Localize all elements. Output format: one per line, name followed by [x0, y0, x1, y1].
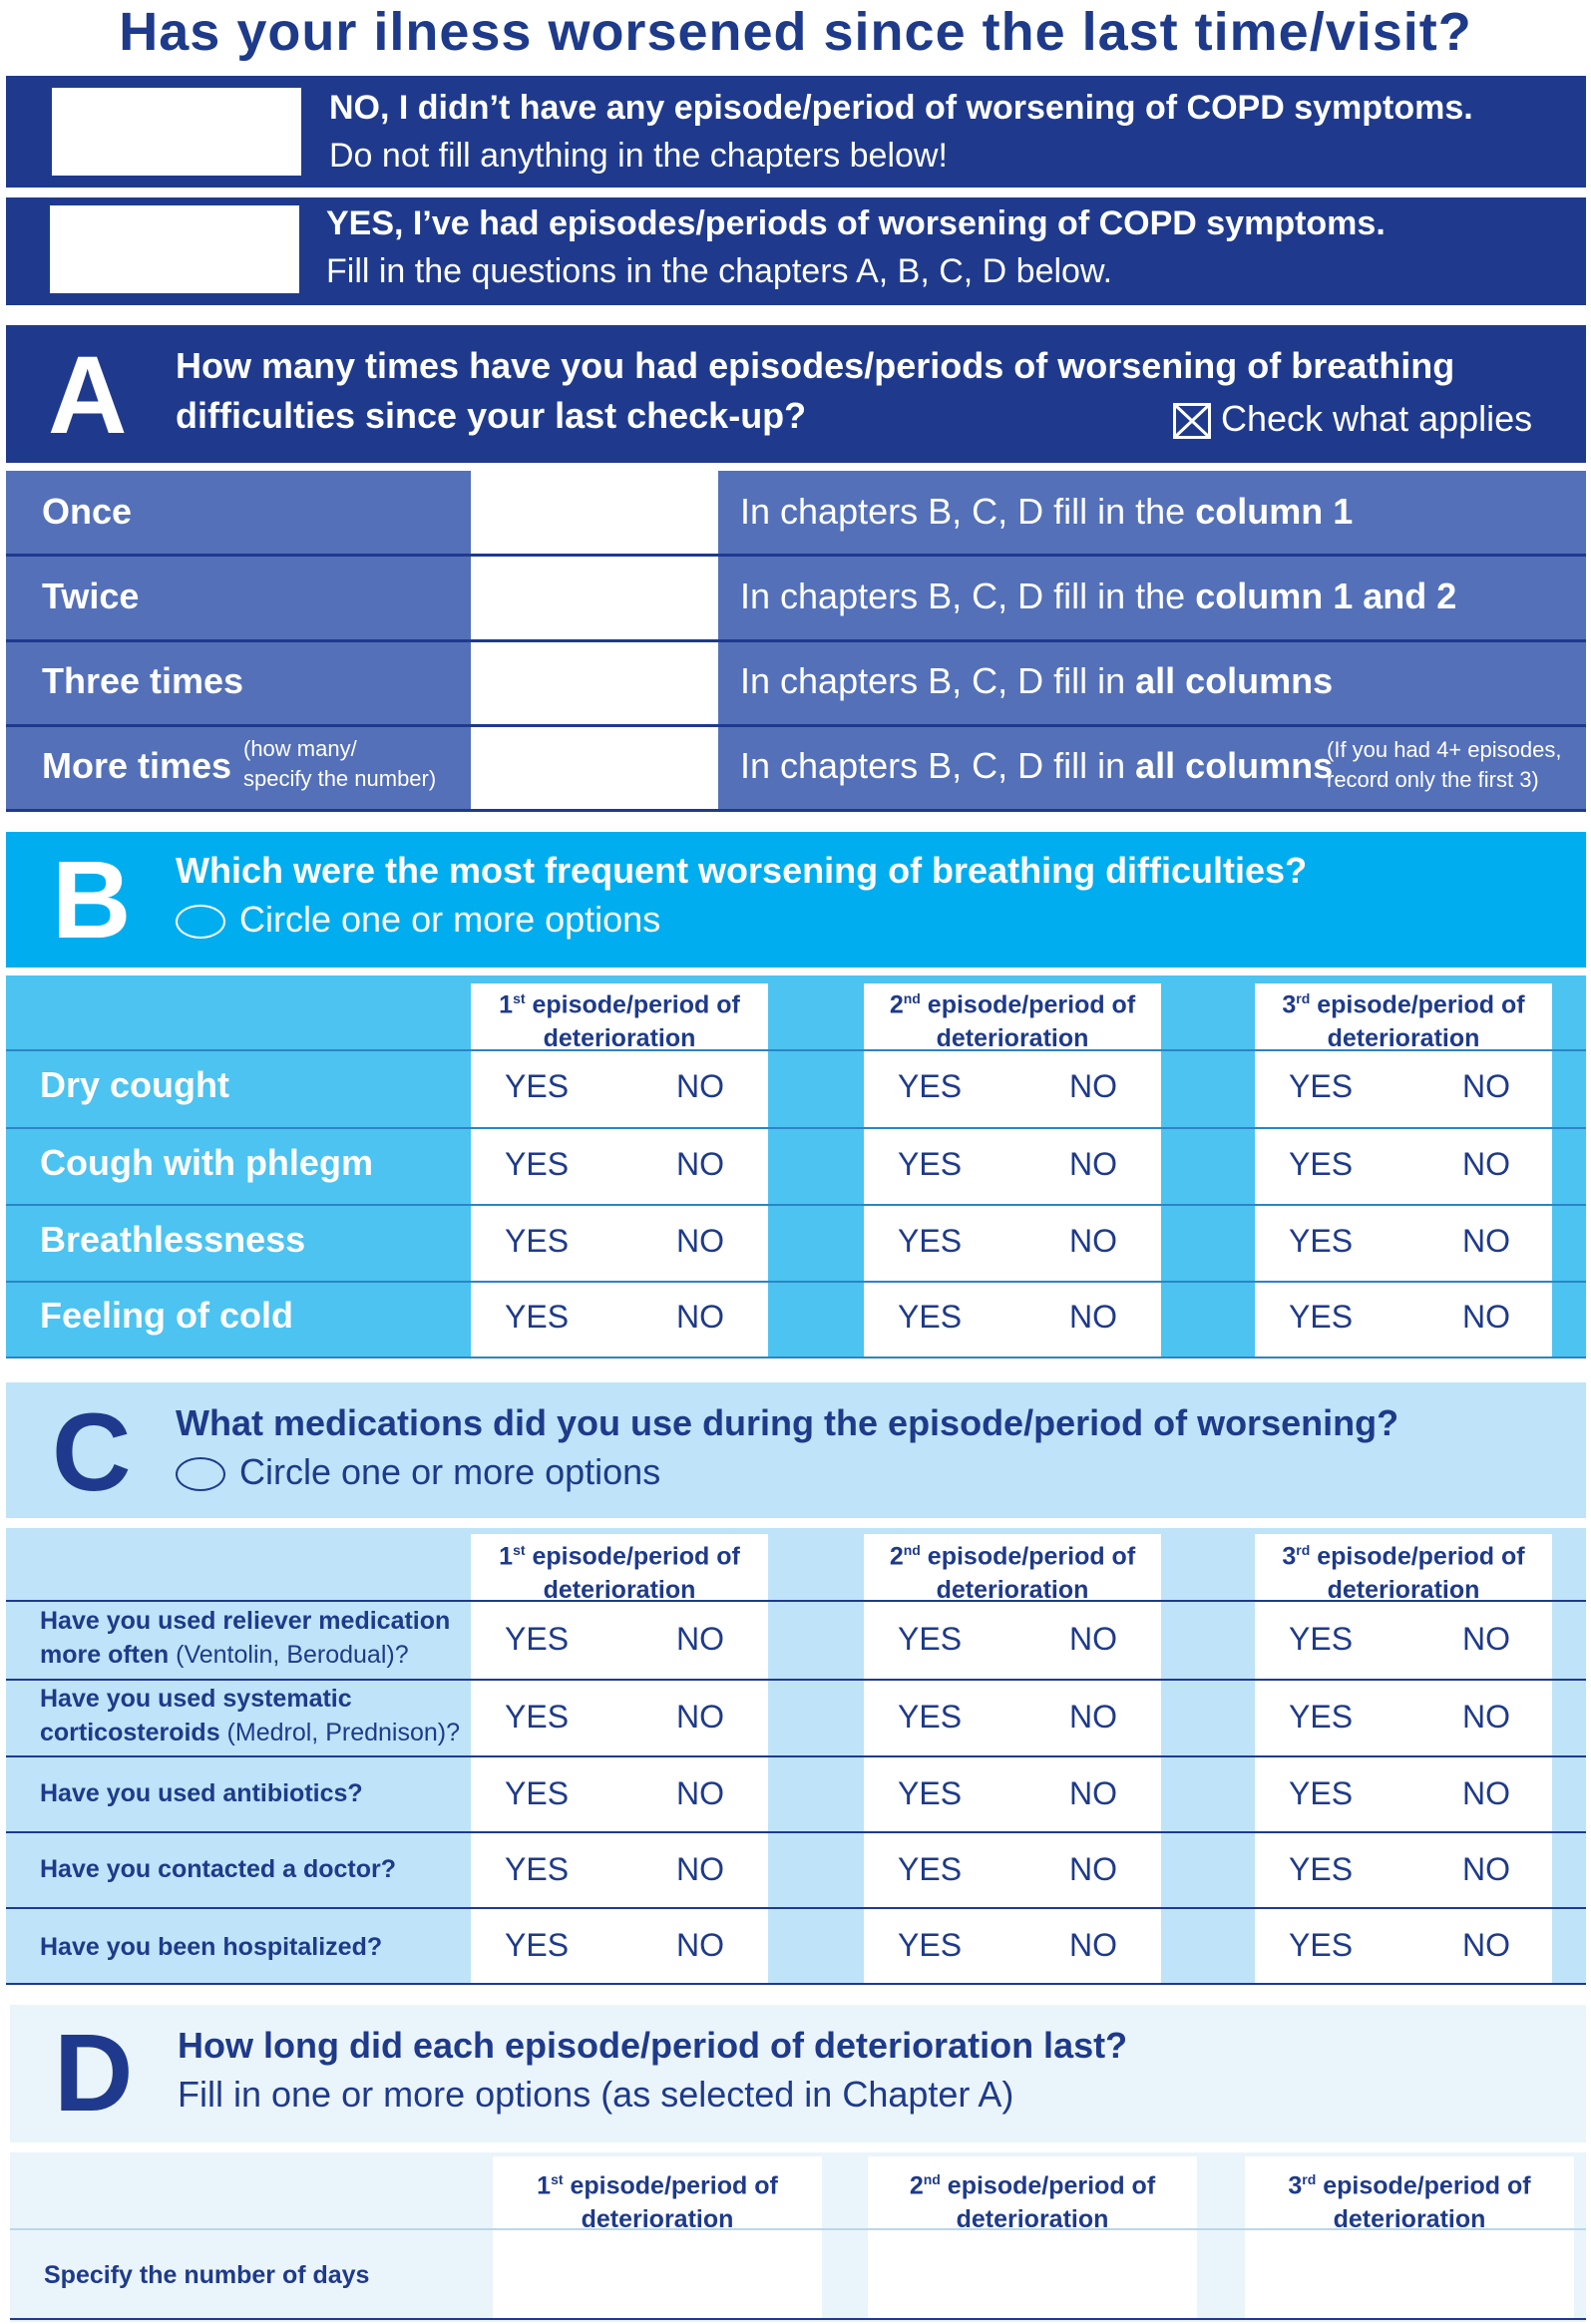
- episode-sup: rd: [1296, 990, 1311, 1006]
- section-a-question-1: How many times have you had episodes/periods of worsening of breathing: [176, 345, 1455, 386]
- medication-no-option[interactable]: NO: [1462, 1621, 1510, 1657]
- section-d-question: How long did each episode/period of deterioration last?: [178, 2025, 1128, 2066]
- episode-sup: rd: [1296, 1542, 1311, 1558]
- episode-line1: episode/period of: [927, 990, 1136, 1019]
- instruction-emphasis: column 1 and 2: [1195, 576, 1457, 616]
- medication-label-bold: corticosteroids: [40, 1719, 220, 1746]
- symptom-yes-option[interactable]: YES: [898, 1223, 963, 1259]
- section-b-col-head-2: [864, 981, 1161, 1055]
- medication-no-option[interactable]: NO: [676, 1775, 724, 1811]
- row-divider: [6, 724, 1586, 727]
- episode-num: 2: [889, 1542, 904, 1571]
- symptom-no-option[interactable]: NO: [1069, 1223, 1117, 1259]
- episode-sup: nd: [923, 2171, 941, 2187]
- symptom-yes-option[interactable]: YES: [1289, 1146, 1354, 1182]
- days-input-episode-2[interactable]: [868, 2234, 1197, 2316]
- episode-line2: deterioration: [1333, 2205, 1486, 2234]
- symptom-label: Breathlessness: [40, 1219, 306, 1260]
- medication-yes-option[interactable]: YES: [505, 1775, 570, 1811]
- medication-no-option[interactable]: NO: [676, 1927, 724, 1963]
- symptom-no-option[interactable]: NO: [676, 1299, 724, 1335]
- medication-no-option[interactable]: NO: [1462, 1699, 1510, 1735]
- episode-line1: episode/period of: [532, 990, 740, 1019]
- section-c-hint-text: Circle one or more options: [239, 1451, 661, 1492]
- row-divider: [6, 1907, 1586, 1909]
- section-d-letter: D: [54, 2012, 134, 2134]
- symptom-label: Feeling of cold: [40, 1295, 294, 1336]
- medication-label: Have you contacted a doctor?: [40, 1855, 397, 1883]
- episode-num: 3: [1288, 2171, 1303, 2200]
- medication-yes-option[interactable]: YES: [898, 1699, 963, 1735]
- medication-no-option[interactable]: NO: [1462, 1851, 1510, 1887]
- medication-label: Have you been hospitalized?: [40, 1933, 383, 1961]
- section-c-col-head-3: [1255, 1533, 1552, 1607]
- section-c-col-head-2: [864, 1533, 1161, 1607]
- frequency-label-three-times: Three times: [42, 660, 244, 701]
- medication-no-option[interactable]: NO: [1462, 1775, 1510, 1811]
- symptom-yes-option[interactable]: YES: [898, 1299, 963, 1335]
- more-times-note-2: specify the number): [243, 766, 437, 791]
- section-d-hint: Fill in one or more options (as selected in Chapter A): [178, 2074, 1014, 2115]
- frequency-instruction-twice: [740, 577, 1456, 616]
- instruction-emphasis: all columns: [1135, 660, 1334, 701]
- frequency-twice-checkbox[interactable]: [471, 558, 718, 637]
- symptom-label: Cough with phlegm: [40, 1142, 373, 1183]
- medication-label-1: Have you used reliever medication: [40, 1607, 451, 1635]
- symptom-no-option[interactable]: NO: [676, 1068, 724, 1104]
- episode-line2: deterioration: [1327, 1024, 1480, 1053]
- section-d-col-head-1: [493, 2162, 822, 2236]
- circle-icon: [176, 1457, 225, 1491]
- medication-yes-option[interactable]: YES: [505, 1851, 570, 1887]
- instruction-emphasis: all columns: [1135, 745, 1334, 786]
- episode-num: 2: [909, 2171, 924, 2200]
- medication-yes-option[interactable]: YES: [898, 1927, 963, 1963]
- episode-line2: deterioration: [543, 1576, 696, 1605]
- medication-no-option[interactable]: NO: [1069, 1621, 1117, 1657]
- episode-line1: episode/period of: [570, 2171, 778, 2200]
- medication-yes-option[interactable]: YES: [898, 1851, 963, 1887]
- medication-no-option[interactable]: NO: [676, 1851, 724, 1887]
- row-divider: [10, 2318, 1586, 2320]
- medication-yes-option[interactable]: YES: [505, 1927, 570, 1963]
- option-yes-checkbox[interactable]: [50, 205, 299, 293]
- episode-num: 1: [537, 2171, 552, 2200]
- medication-no-option[interactable]: NO: [676, 1699, 724, 1735]
- more-times-note-1: (how many/: [243, 736, 357, 761]
- symptom-yes-option[interactable]: YES: [1289, 1068, 1354, 1104]
- episode-num: 1: [499, 990, 514, 1019]
- episode-line2: deterioration: [1327, 1576, 1480, 1605]
- episode-line1: episode/period of: [1323, 2171, 1531, 2200]
- episode-sup: nd: [903, 1542, 921, 1558]
- medication-yes-option[interactable]: YES: [1289, 1927, 1354, 1963]
- episode-line1: episode/period of: [947, 2171, 1156, 2200]
- row-divider: [6, 1127, 1586, 1129]
- medication-yes-option[interactable]: YES: [505, 1699, 570, 1735]
- episode-sup: st: [513, 1542, 526, 1558]
- frequency-label-once: Once: [42, 491, 133, 532]
- medication-no-option[interactable]: NO: [676, 1621, 724, 1657]
- medication-label-note: (Medrol, Prednison)?: [219, 1719, 460, 1746]
- option-yes-subtitle: Fill in the questions in the chapters A, B, C, D below.: [326, 252, 1113, 290]
- section-c-letter: C: [52, 1391, 132, 1514]
- option-no-subtitle: Do not fill anything in the chapters below!: [329, 137, 948, 175]
- episode-line2: deterioration: [936, 1576, 1089, 1605]
- instruction-emphasis: column 1: [1195, 491, 1354, 532]
- medication-label-1: Have you used systematic: [40, 1685, 352, 1713]
- instruction-text: In chapters B, C, D fill in: [740, 660, 1136, 701]
- medication-yes-option[interactable]: YES: [1289, 1851, 1354, 1887]
- symptom-yes-option[interactable]: YES: [505, 1223, 570, 1259]
- episode-line2: deterioration: [936, 1024, 1089, 1053]
- medication-yes-option[interactable]: YES: [1289, 1699, 1354, 1735]
- episode-line1: episode/period of: [532, 1542, 740, 1571]
- medication-no-option[interactable]: NO: [1462, 1927, 1510, 1963]
- symptom-no-option[interactable]: NO: [1462, 1299, 1510, 1335]
- row-divider: [6, 1983, 1586, 1985]
- medication-label-note: (Ventolin, Berodual)?: [169, 1641, 409, 1669]
- episode-sup: nd: [903, 990, 921, 1006]
- option-no-title: NO, I didn’t have any episode/period of worsening of COPD symptoms.: [329, 89, 1473, 127]
- symptom-yes-option[interactable]: YES: [505, 1299, 570, 1335]
- row-divider: [6, 1356, 1586, 1358]
- option-yes-title: YES, I’ve had episodes/periods of worsening of COPD symptoms.: [326, 204, 1386, 242]
- instruction-text: In chapters B, C, D fill in the: [740, 576, 1196, 616]
- row-divider: [6, 1281, 1586, 1283]
- medication-no-option[interactable]: NO: [1069, 1851, 1117, 1887]
- section-b-col-head-3: [1255, 981, 1552, 1055]
- row-divider: [6, 554, 1586, 557]
- episode-line2: deterioration: [956, 2205, 1109, 2234]
- section-d-col-head-2: [868, 2162, 1197, 2236]
- symptom-no-option[interactable]: NO: [676, 1223, 724, 1259]
- frequency-label-more-times: More times: [42, 745, 232, 786]
- section-a-hint-text: Check what applies: [1221, 398, 1533, 439]
- symptom-no-option[interactable]: NO: [1462, 1068, 1510, 1104]
- section-b-letter: B: [52, 839, 132, 962]
- instruction-text: In chapters B, C, D fill in the: [740, 491, 1196, 532]
- section-b-question: Which were the most frequent worsening of breathing difficulties?: [176, 850, 1308, 891]
- checkbox-x-icon: [1173, 403, 1211, 439]
- symptom-yes-option[interactable]: YES: [898, 1068, 963, 1104]
- section-a-question-2: difficulties since your last check-up?: [176, 395, 807, 436]
- frequency-instruction-once: [740, 492, 1353, 532]
- more-times-extra-note: [1327, 735, 1561, 795]
- episode-num: 1: [499, 1542, 514, 1571]
- section-d-col-head-3: [1245, 2162, 1574, 2236]
- row-divider: [6, 639, 1586, 642]
- symptom-no-option[interactable]: NO: [676, 1146, 724, 1182]
- section-b-col-head-1: [471, 981, 768, 1055]
- medication-yes-option[interactable]: YES: [505, 1621, 570, 1657]
- extra-note-1: (If you had 4+ episodes,: [1327, 737, 1562, 762]
- section-b-hint-text: Circle one or more options: [239, 899, 661, 940]
- episode-line1: episode/period of: [927, 1542, 1136, 1571]
- row-divider: [6, 1204, 1586, 1206]
- medication-label: Have you used antibiotics?: [40, 1779, 363, 1807]
- medication-label: [40, 1604, 450, 1672]
- option-no-checkbox[interactable]: [52, 88, 301, 176]
- section-c-question: What medications did you use during the episode/period of worsening?: [176, 1402, 1399, 1443]
- symptom-no-option[interactable]: NO: [1069, 1146, 1117, 1182]
- medication-yes-option[interactable]: YES: [898, 1621, 963, 1657]
- medication-yes-option[interactable]: YES: [1289, 1775, 1354, 1811]
- circle-icon: [176, 905, 225, 939]
- row-divider: [6, 1679, 1586, 1681]
- frequency-three-times-checkbox[interactable]: [471, 643, 718, 723]
- medication-yes-option[interactable]: YES: [898, 1775, 963, 1811]
- medication-yes-option[interactable]: YES: [1289, 1621, 1354, 1657]
- episode-sup: st: [513, 990, 526, 1006]
- instruction-text: In chapters B, C, D fill in: [740, 745, 1136, 786]
- symptom-yes-option[interactable]: YES: [505, 1146, 570, 1182]
- symptom-yes-option[interactable]: YES: [505, 1068, 570, 1104]
- section-a-hint: [1173, 395, 1532, 443]
- episode-line2: deterioration: [543, 1024, 696, 1053]
- frequency-instruction-three-times: [740, 661, 1333, 701]
- frequency-instruction-more-times: [740, 746, 1333, 786]
- row-divider: [6, 1755, 1586, 1757]
- row-divider: [6, 809, 1586, 812]
- episode-num: 2: [889, 990, 904, 1019]
- symptom-yes-option[interactable]: YES: [898, 1146, 963, 1182]
- symptom-yes-option[interactable]: YES: [1289, 1299, 1354, 1335]
- section-c-col-head-1: [471, 1533, 768, 1607]
- episode-line1: episode/period of: [1317, 990, 1525, 1019]
- episode-sup: st: [551, 2171, 564, 2187]
- frequency-more-times-input[interactable]: [471, 728, 718, 808]
- section-b-hint: [176, 896, 660, 944]
- section-c-hint: [176, 1448, 660, 1496]
- days-label: Specify the number of days: [44, 2261, 370, 2289]
- symptom-no-option[interactable]: NO: [1462, 1146, 1510, 1182]
- page-title: Has your ilness worsened since the last time/visit?: [119, 2, 1472, 62]
- more-times-note: [243, 734, 436, 794]
- days-input-episode-1[interactable]: [493, 2234, 822, 2316]
- episode-line2: deterioration: [581, 2205, 734, 2234]
- episode-num: 3: [1282, 990, 1297, 1019]
- episode-line1: episode/period of: [1317, 1542, 1525, 1571]
- medication-no-option[interactable]: NO: [1069, 1927, 1117, 1963]
- section-a-letter: A: [48, 334, 128, 457]
- days-input-episode-3[interactable]: [1245, 2234, 1574, 2316]
- symptom-no-option[interactable]: NO: [1069, 1068, 1117, 1104]
- medication-no-option[interactable]: NO: [1069, 1699, 1117, 1735]
- symptom-yes-option[interactable]: YES: [1289, 1223, 1354, 1259]
- row-divider: [6, 1831, 1586, 1833]
- episode-num: 3: [1282, 1542, 1297, 1571]
- medication-label-bold: more often: [40, 1641, 170, 1669]
- symptom-no-option[interactable]: NO: [1069, 1299, 1117, 1335]
- frequency-once-checkbox[interactable]: [471, 473, 718, 553]
- symptom-no-option[interactable]: NO: [1462, 1223, 1510, 1259]
- medication-label: [40, 1682, 460, 1749]
- symptom-label: Dry cought: [40, 1064, 230, 1105]
- frequency-label-twice: Twice: [42, 576, 140, 616]
- extra-note-2: record only the first 3): [1327, 767, 1539, 792]
- medication-no-option[interactable]: NO: [1069, 1775, 1117, 1811]
- episode-sup: rd: [1302, 2171, 1317, 2187]
